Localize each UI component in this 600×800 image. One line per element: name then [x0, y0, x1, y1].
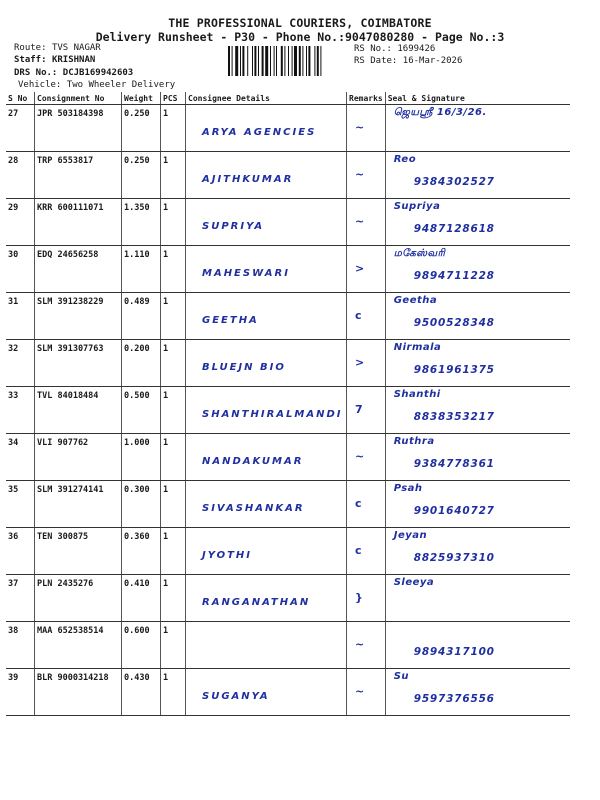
rs-no-value: 1699426 — [397, 44, 436, 54]
handwritten-remark-mark: ~ — [355, 168, 367, 181]
row-seal-signature — [385, 622, 570, 669]
row-consignee-details — [186, 528, 347, 575]
row-weight: 0.250 — [122, 152, 161, 199]
handwritten-signature: Geetha — [393, 295, 438, 306]
handwritten-phone: 9384302527 — [413, 176, 495, 188]
row-sno: 27 — [6, 105, 35, 152]
row-weight: 0.360 — [122, 528, 161, 575]
row-seal-signature — [385, 152, 570, 199]
row-weight: 1.350 — [122, 199, 161, 246]
barcode-bar — [292, 46, 293, 76]
row-sno: 30 — [6, 246, 35, 293]
handwritten-phone: 9861961375 — [413, 364, 495, 376]
row-consignee-details — [186, 434, 347, 481]
row-consignment-no: MAA 652538514 — [35, 622, 122, 669]
handwritten-signature: ஜெயஸ்ரீ 16/3/26. — [393, 107, 487, 118]
handwritten-consignee-name: SHANTHIRALMANDI — [202, 409, 343, 420]
row-sno: 32 — [6, 340, 35, 387]
table-row — [6, 669, 570, 716]
row-pcs: 1 — [161, 105, 186, 152]
row-consignee-details — [186, 293, 347, 340]
row-weight: 0.430 — [122, 669, 161, 716]
table-row — [6, 152, 570, 199]
row-remarks — [347, 105, 386, 152]
handwritten-consignee-name: SIVASHANKAR — [202, 503, 305, 514]
row-sno: 37 — [6, 575, 35, 622]
barcode-bar — [274, 46, 275, 76]
row-consignee-details — [186, 481, 347, 528]
row-sno: 38 — [6, 622, 35, 669]
row-consignment-no: PLN 2435276 — [35, 575, 122, 622]
handwritten-signature: Jeyan — [393, 530, 428, 541]
row-weight: 1.110 — [122, 246, 161, 293]
row-consignment-no: SLM 391238229 — [35, 293, 122, 340]
handwritten-remark-mark: ~ — [355, 450, 367, 463]
row-pcs: 1 — [161, 575, 186, 622]
table-row — [6, 481, 570, 528]
row-remarks — [347, 575, 386, 622]
barcode-bar — [228, 46, 230, 76]
row-seal-signature — [385, 199, 570, 246]
runsheet-table — [6, 92, 570, 716]
handwritten-consignee-name: AJITHKUMAR — [202, 174, 294, 185]
col-remarks: Remarks — [347, 92, 386, 105]
drs-value: DCJB169942603 — [62, 68, 134, 78]
handwritten-signature: Reo — [393, 154, 417, 165]
row-consignee-details — [186, 387, 347, 434]
barcode-bar — [308, 46, 310, 76]
handwritten-signature: மகேஸ்வரி — [393, 248, 446, 259]
handwritten-signature: Shanthi — [393, 389, 441, 400]
row-sno: 33 — [6, 387, 35, 434]
col-weight: Weight — [122, 92, 161, 105]
handwritten-consignee-name: BLUEJN BIO — [202, 362, 286, 373]
handwritten-signature: Su — [393, 671, 410, 682]
barcode-bar — [270, 46, 271, 76]
table-row — [6, 246, 570, 293]
row-seal-signature — [385, 293, 570, 340]
row-sno: 34 — [6, 434, 35, 481]
table-row — [6, 622, 570, 669]
route-label: Route: — [14, 43, 47, 53]
page-subtitle: Delivery Runsheet - P30 - Phone No.:9047080280 - Page No.:3 — [95, 30, 505, 44]
barcode-bar — [254, 46, 256, 76]
staff-value: KRISHNAN — [51, 55, 96, 65]
row-consignee-details — [186, 105, 347, 152]
row-remarks — [347, 199, 386, 246]
rs-no-line — [354, 44, 435, 55]
col-pcs: PCS — [161, 92, 186, 105]
staff-line — [14, 55, 95, 66]
route-value: TVS NAGAR — [51, 43, 101, 53]
barcode-bar — [258, 46, 259, 76]
barcode-bar — [320, 46, 321, 76]
barcode-bar — [232, 46, 233, 76]
row-sno: 39 — [6, 669, 35, 716]
handwritten-consignee-name: NANDAKUMAR — [202, 456, 304, 467]
row-pcs: 1 — [161, 340, 186, 387]
row-pcs: 1 — [161, 622, 186, 669]
handwritten-phone: 9384778361 — [413, 458, 495, 470]
row-remarks — [347, 152, 386, 199]
barcode-bar — [262, 46, 264, 76]
row-remarks — [347, 669, 386, 716]
table-row — [6, 387, 570, 434]
row-seal-signature — [385, 669, 570, 716]
table-row — [6, 434, 570, 481]
handwritten-remark-mark: ~ — [355, 121, 367, 134]
row-weight: 0.489 — [122, 293, 161, 340]
row-remarks — [347, 387, 386, 434]
handwritten-signature: Supriya — [393, 201, 441, 212]
handwritten-consignee-name: JYOTHI — [202, 550, 253, 561]
row-sno: 29 — [6, 199, 35, 246]
handwritten-consignee-name: SUGANYA — [202, 691, 270, 702]
vehicle-value: Two Wheeler Delivery — [66, 80, 176, 90]
barcode-bar — [235, 46, 238, 76]
row-sno: 35 — [6, 481, 35, 528]
handwritten-consignee-name: SUPRIYA — [202, 221, 265, 232]
row-pcs: 1 — [161, 152, 186, 199]
barcode-bar — [284, 46, 285, 76]
table-row — [6, 528, 570, 575]
barcode-bar — [306, 46, 307, 76]
route-line — [14, 43, 101, 54]
handwritten-signature: Sleeya — [393, 577, 435, 588]
row-consignment-no: BLR 9000314218 — [35, 669, 122, 716]
row-pcs: 1 — [161, 669, 186, 716]
row-remarks — [347, 434, 386, 481]
handwritten-phone: 9901640727 — [413, 505, 495, 517]
table-header-row — [6, 92, 570, 105]
table-row — [6, 105, 570, 152]
drs-line — [14, 68, 133, 79]
row-consignee-details — [186, 199, 347, 246]
handwritten-consignee-name: RANGANATHAN — [202, 597, 311, 608]
row-consignee-details — [186, 152, 347, 199]
row-seal-signature — [385, 387, 570, 434]
staff-label: Staff: — [14, 55, 47, 65]
handwritten-signature: Nirmala — [393, 342, 442, 353]
table-row — [6, 199, 570, 246]
row-consignment-no: JPR 503184398 — [35, 105, 122, 152]
handwritten-remark-mark: ~ — [355, 638, 367, 651]
rs-date-line — [354, 56, 462, 67]
handwritten-phone: 9894317100 — [413, 646, 495, 658]
col-seal: Seal & Signature — [385, 92, 570, 105]
barcode-bar — [294, 46, 297, 76]
row-remarks — [347, 340, 386, 387]
barcode-bar — [302, 46, 303, 76]
row-consignment-no: VLI 907762 — [35, 434, 122, 481]
barcode-bar — [288, 46, 289, 76]
row-pcs: 1 — [161, 199, 186, 246]
row-consignee-details — [186, 575, 347, 622]
handwritten-signature: Psah — [393, 483, 423, 494]
row-seal-signature — [385, 481, 570, 528]
row-consignee-details — [186, 340, 347, 387]
rs-date-label: RS Date: — [354, 56, 398, 66]
row-pcs: 1 — [161, 481, 186, 528]
row-remarks — [347, 246, 386, 293]
barcode-bar — [299, 46, 301, 76]
barcode-bar — [317, 46, 319, 76]
rs-no-label: RS No.: — [354, 44, 392, 54]
row-sno: 28 — [6, 152, 35, 199]
row-seal-signature — [385, 246, 570, 293]
row-remarks — [347, 481, 386, 528]
row-pcs: 1 — [161, 434, 186, 481]
vehicle-line — [18, 80, 175, 91]
row-remarks — [347, 528, 386, 575]
drs-label: DRS No.: — [14, 68, 58, 78]
handwritten-phone: 9894711228 — [413, 270, 495, 282]
row-seal-signature — [385, 434, 570, 481]
table-row — [6, 575, 570, 622]
barcode-bar — [314, 46, 315, 76]
handwritten-remark-mark: 7 — [355, 403, 365, 416]
col-sno: S No — [6, 92, 35, 105]
row-sno: 31 — [6, 293, 35, 340]
row-consignment-no: TVL 84018484 — [35, 387, 122, 434]
barcode-bar — [281, 46, 283, 76]
handwritten-consignee-name: GEETHA — [202, 315, 259, 326]
handwritten-remark-mark: c — [355, 309, 364, 322]
row-consignment-no: SLM 391307763 — [35, 340, 122, 387]
handwritten-phone: 9487128618 — [413, 223, 495, 235]
row-seal-signature — [385, 528, 570, 575]
row-weight: 0.500 — [122, 387, 161, 434]
row-consignment-no: EDQ 24656258 — [35, 246, 122, 293]
row-pcs: 1 — [161, 387, 186, 434]
handwritten-remark-mark: c — [355, 544, 364, 557]
col-consignment: Consignment No — [35, 92, 122, 105]
row-weight: 0.200 — [122, 340, 161, 387]
handwritten-remark-mark: c — [355, 497, 364, 510]
row-sno: 36 — [6, 528, 35, 575]
barcode — [228, 46, 350, 76]
table-row — [6, 340, 570, 387]
row-consignee-details — [186, 246, 347, 293]
row-consignment-no: SLM 391274141 — [35, 481, 122, 528]
row-pcs: 1 — [161, 293, 186, 340]
barcode-bar — [252, 46, 253, 76]
handwritten-phone: 8838353217 — [413, 411, 495, 423]
barcode-bar — [247, 46, 248, 76]
barcode-bar — [240, 46, 241, 76]
row-seal-signature — [385, 340, 570, 387]
barcode-bar — [265, 46, 268, 76]
vehicle-label: Vehicle: — [18, 80, 62, 90]
row-weight: 0.410 — [122, 575, 161, 622]
handwritten-remark-mark: > — [355, 262, 367, 275]
row-consignee-details — [186, 669, 347, 716]
row-remarks — [347, 293, 386, 340]
handwritten-consignee-name: ARYA AGENCIES — [202, 127, 317, 138]
handwritten-signature: Ruthra — [393, 436, 435, 447]
row-consignment-no: KRR 600111071 — [35, 199, 122, 246]
barcode-bar — [242, 46, 244, 76]
page-title: THE PROFESSIONAL COURIERS, COIMBATORE — [168, 16, 432, 30]
barcode-bar — [276, 46, 277, 76]
table-row — [6, 293, 570, 340]
handwritten-remark-mark: } — [355, 591, 365, 604]
row-seal-signature — [385, 105, 570, 152]
row-consignee-details — [186, 622, 347, 669]
row-consignment-no: TEN 300875 — [35, 528, 122, 575]
row-weight: 0.250 — [122, 105, 161, 152]
row-remarks — [347, 622, 386, 669]
handwritten-remark-mark: ~ — [355, 685, 367, 698]
rs-date-value: 16-Mar-2026 — [402, 56, 463, 66]
row-consignment-no: TRP 6553817 — [35, 152, 122, 199]
handwritten-consignee-name: MAHESWARI — [202, 268, 290, 279]
handwritten-remark-mark: > — [355, 356, 367, 369]
row-weight: 0.600 — [122, 622, 161, 669]
row-seal-signature — [385, 575, 570, 622]
handwritten-remark-mark: ~ — [355, 215, 367, 228]
handwritten-phone: 9500528348 — [413, 317, 495, 329]
row-weight: 0.300 — [122, 481, 161, 528]
col-consignee: Consignee Details — [186, 92, 347, 105]
row-weight: 1.000 — [122, 434, 161, 481]
row-pcs: 1 — [161, 528, 186, 575]
handwritten-phone: 8825937310 — [413, 552, 495, 564]
row-pcs: 1 — [161, 246, 186, 293]
handwritten-phone: 9597376556 — [413, 693, 495, 705]
